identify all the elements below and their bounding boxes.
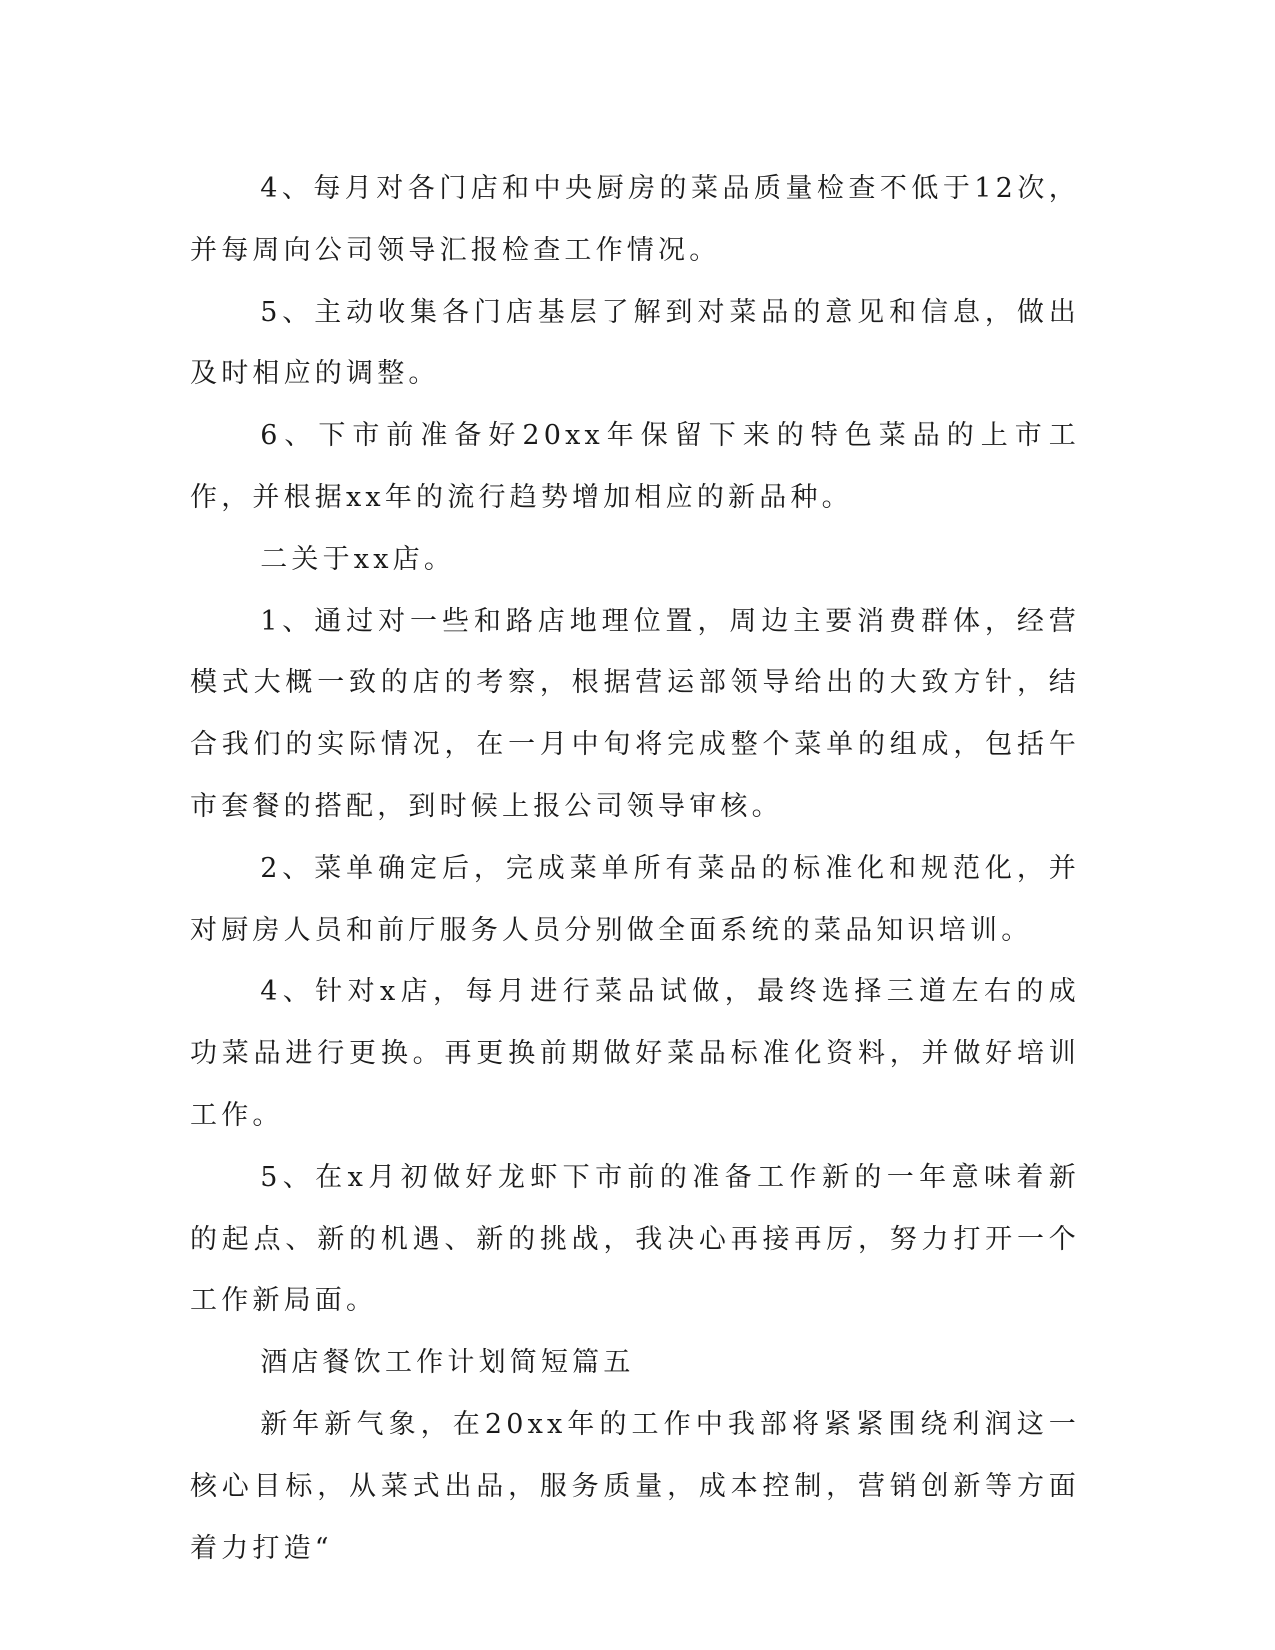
paragraph-new-year: 新年新气象，在20xx年的工作中我部将紧紧围绕利润这一核心目标，从菜式出品，服务质量，成本控制，营销创新等方面着力打造“ bbox=[190, 1408, 1080, 1564]
paragraph-trial-dishes: 4、针对x店，每月进行菜品试做，最终选择三道左右的成功菜品进行更换。再更换前期做好菜品标准化资料，并做好培训工作。 bbox=[190, 976, 1080, 1131]
paragraph-standardization: 2、菜单确定后，完成菜单所有菜品的标准化和规范化，并对厨房人员和前厅服务人员分别做全面系统的菜品知识培训。 bbox=[190, 852, 1080, 946]
paragraph-lobster: 5、在x月初做好龙虾下市前的准备工作新的一年意味着新的起点、新的机遇、新的挑战，我决心再接再厉，努力打开一个工作新局面。 bbox=[190, 1161, 1080, 1317]
paragraph-menu-planning: 1、通过对一些和路店地理位置，周边主要消费群体，经营模式大概一致的店的考察，根据营运部领导给出的大致方针，结合我们的实际情况，在一月中旬将完成整个菜单的组成，包括午市套餐的搭配，到时候上报公司领导审核。 bbox=[190, 605, 1080, 822]
paragraph-feedback: 5、主动收集各门店基层了解到对菜品的意见和信息，做出及时相应的调整。 bbox=[190, 296, 1080, 390]
section-title-part-five: 酒店餐饮工作计划简短篇五 bbox=[260, 1347, 635, 1379]
document-body bbox=[190, 158, 1080, 1579]
section-heading-store: 二关于xx店。 bbox=[260, 543, 456, 575]
paragraph-inspection: 4、每月对各门店和中央厨房的菜品质量检查不低于12次，并每周向公司领导汇报检查工作情况。 bbox=[190, 173, 1080, 266]
paragraph-new-dishes: 6、下市前准备好20xx年保留下来的特色菜品的上市工作，并根据xx年的流行趋势增加相应的新品种。 bbox=[190, 420, 1080, 513]
